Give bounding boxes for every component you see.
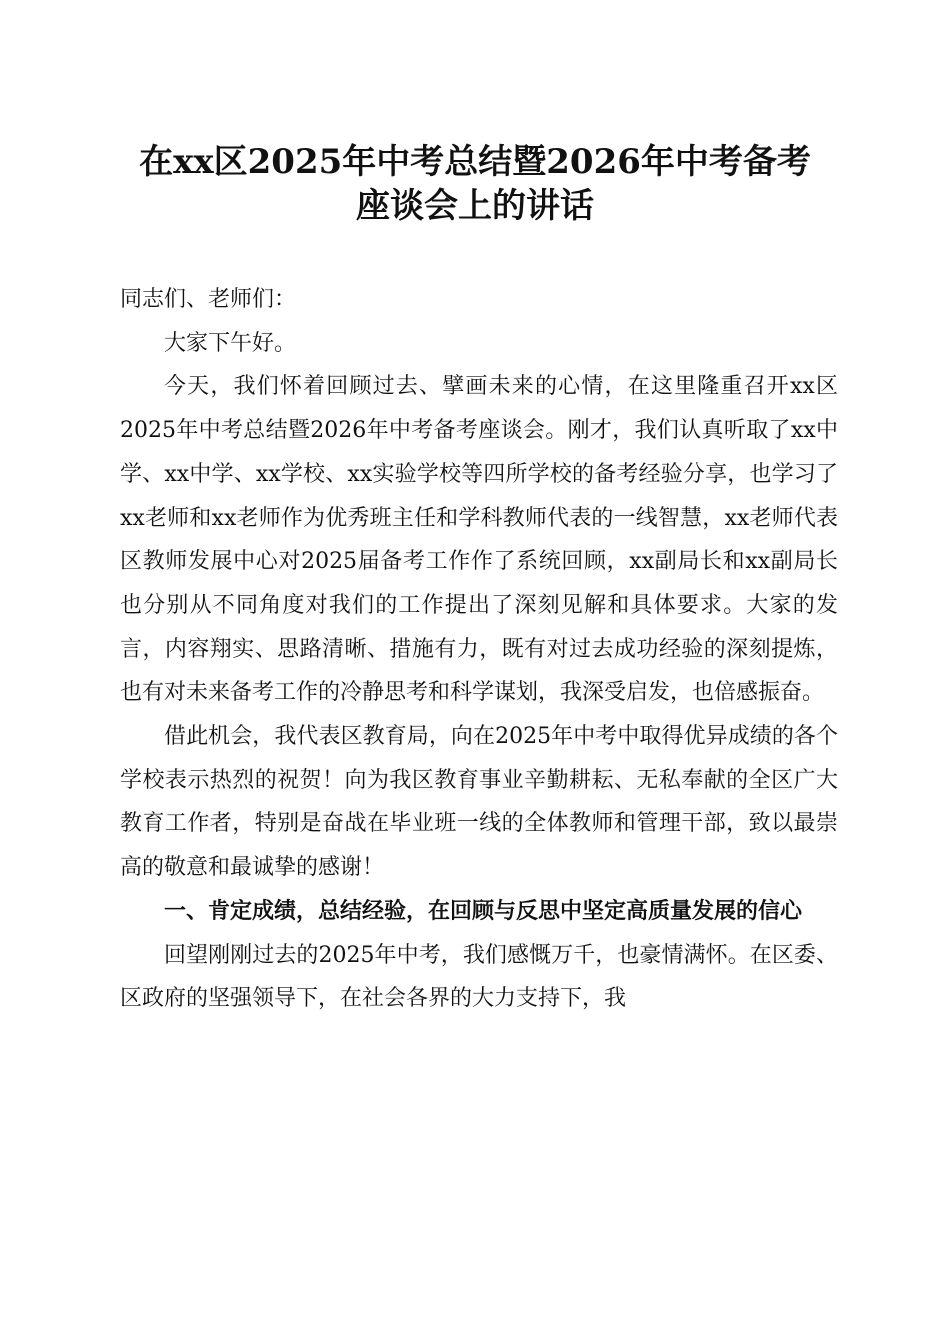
paragraph-review: 回望刚刚过去的2025年中考，我们感慨万千，也豪情满怀。在区委、区政府的坚强领导下，在社会各界的大力支持下，我 [120, 942, 838, 1012]
section-heading-1: 一、肯定成绩，总结经验，在回顾与反思中坚定高质量发展的信心 [164, 898, 803, 924]
document-title-line-2: 座谈会上的讲话 [356, 186, 594, 226]
greeting: 大家下午好。 [164, 330, 297, 356]
salutation: 同志们、老师们： [120, 287, 297, 312]
document-body [120, 278, 838, 1021]
paragraph-opening: 今天，我们怀着回顾过去、擘画未来的心情，在这里隆重召开xx区2025年中考总结暨2026年中考备考座谈会。刚才，我们认真听取了xx中学、xx中学、xx学校、xx实验学校等四所学校的备考经验分享，也学习了xx老师和xx老师作为优秀班主任和学科教师代表的一线智慧，xx老师代表区教师发展中心对2025届备考工作作了系统回顾，xx副局长和xx副局长也分别从不同角度对我们的工作提出了深刻见解和具体要求。大家的发言，内容翔实、思路清晰、措施有力，既有对过去成功经验的深刻提炼，也有对未来备考工作的冷静思考和科学谋划，我深受启发，也倍感振奋。 [120, 374, 838, 706]
document-title-line-1: 在xx区2025年中考总结暨2026年中考备考 [139, 142, 811, 182]
paragraph-thanks: 借此机会，我代表区教育局，向在2025年中考中取得优异成绩的各个学校表示热烈的祝贺！向为我区教育事业辛勤耕耘、无私奉献的全区广大教育工作者，特别是奋战在毕业班一线的全体教师和管理干部，致以最崇高的敬意和最诚挚的感谢！ [120, 724, 838, 881]
